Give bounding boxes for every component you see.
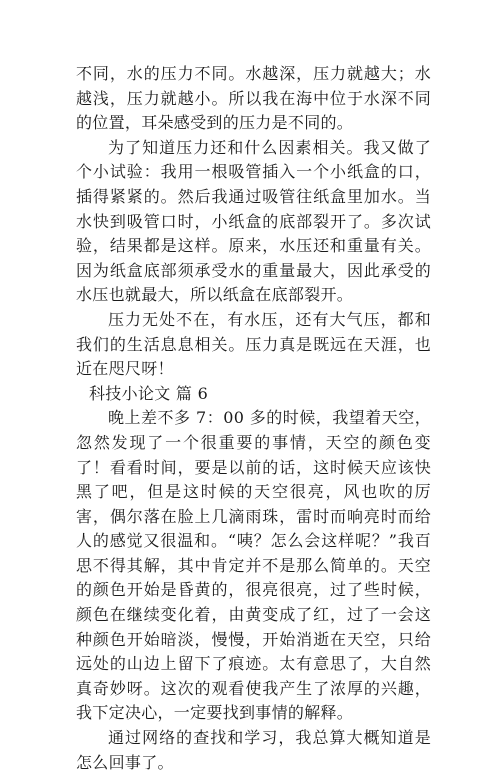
paragraph-research: 通过网络的查找和学习，我总算大概知道是怎么回事了。 — [76, 728, 431, 772]
paragraph-experiment: 为了知道压力还和什么因素相关。我又做了个小试验：我用一根吸管插入一个小纸盒的口，插得紧紧的。然后我通过吸管往纸盒里加水。当水快到吸管口时，小纸盒的底部裂开了。多次试验，结果都是这样。原来，水压还和重量有关。因为纸盒底部须承受水的重量最大，因此承受的水压也就最大，所以纸盒在底部裂开。 — [76, 137, 431, 305]
section-heading: 科技小论文 篇 6 — [89, 383, 209, 403]
paragraph-pressure-everywhere: 压力无处不在，有水压，还有大气压，都和我们的生活息息相关。压力真是既远在天涯，也近在咫尺呀！ — [76, 309, 431, 379]
document-page — [76, 62, 431, 772]
paragraph-water-pressure-depth: 不同，水的压力不同。水越深，压力就越大；水越浅，压力就越小。所以我在海中位于水深不同的位置，耳朵感受到的压力是不同的。 — [76, 64, 431, 133]
paragraph-sky-color: 晚上差不多 7：00 多的时候，我望着天空，忽然发现了一个很重要的事情，天空的颜色变了！看看时间，要是以前的话，这时候天应该快黑了吧，但是这时候的天空很亮，风也吹的厉害，偶尔落在脸上几滴雨珠，雷时而响亮时而给人的感觉又很温和。“咦？怎么会这样呢？”我百思不得其解，其中肯定并不是那么简单的。天空的颜色开始是昏黄的，很亮很亮，过了些时候，颜色在继续变化着，由黄变成了红，过了一会这种颜色开始暗淡，慢慢，开始消逝在天空，只给远处的山边上留下了痕迹。太有意思了，大自然真奇妙呀。这次的观看使我产生了浓厚的兴趣，我下定决心，一定要找到事情的解释。 — [76, 408, 431, 723]
